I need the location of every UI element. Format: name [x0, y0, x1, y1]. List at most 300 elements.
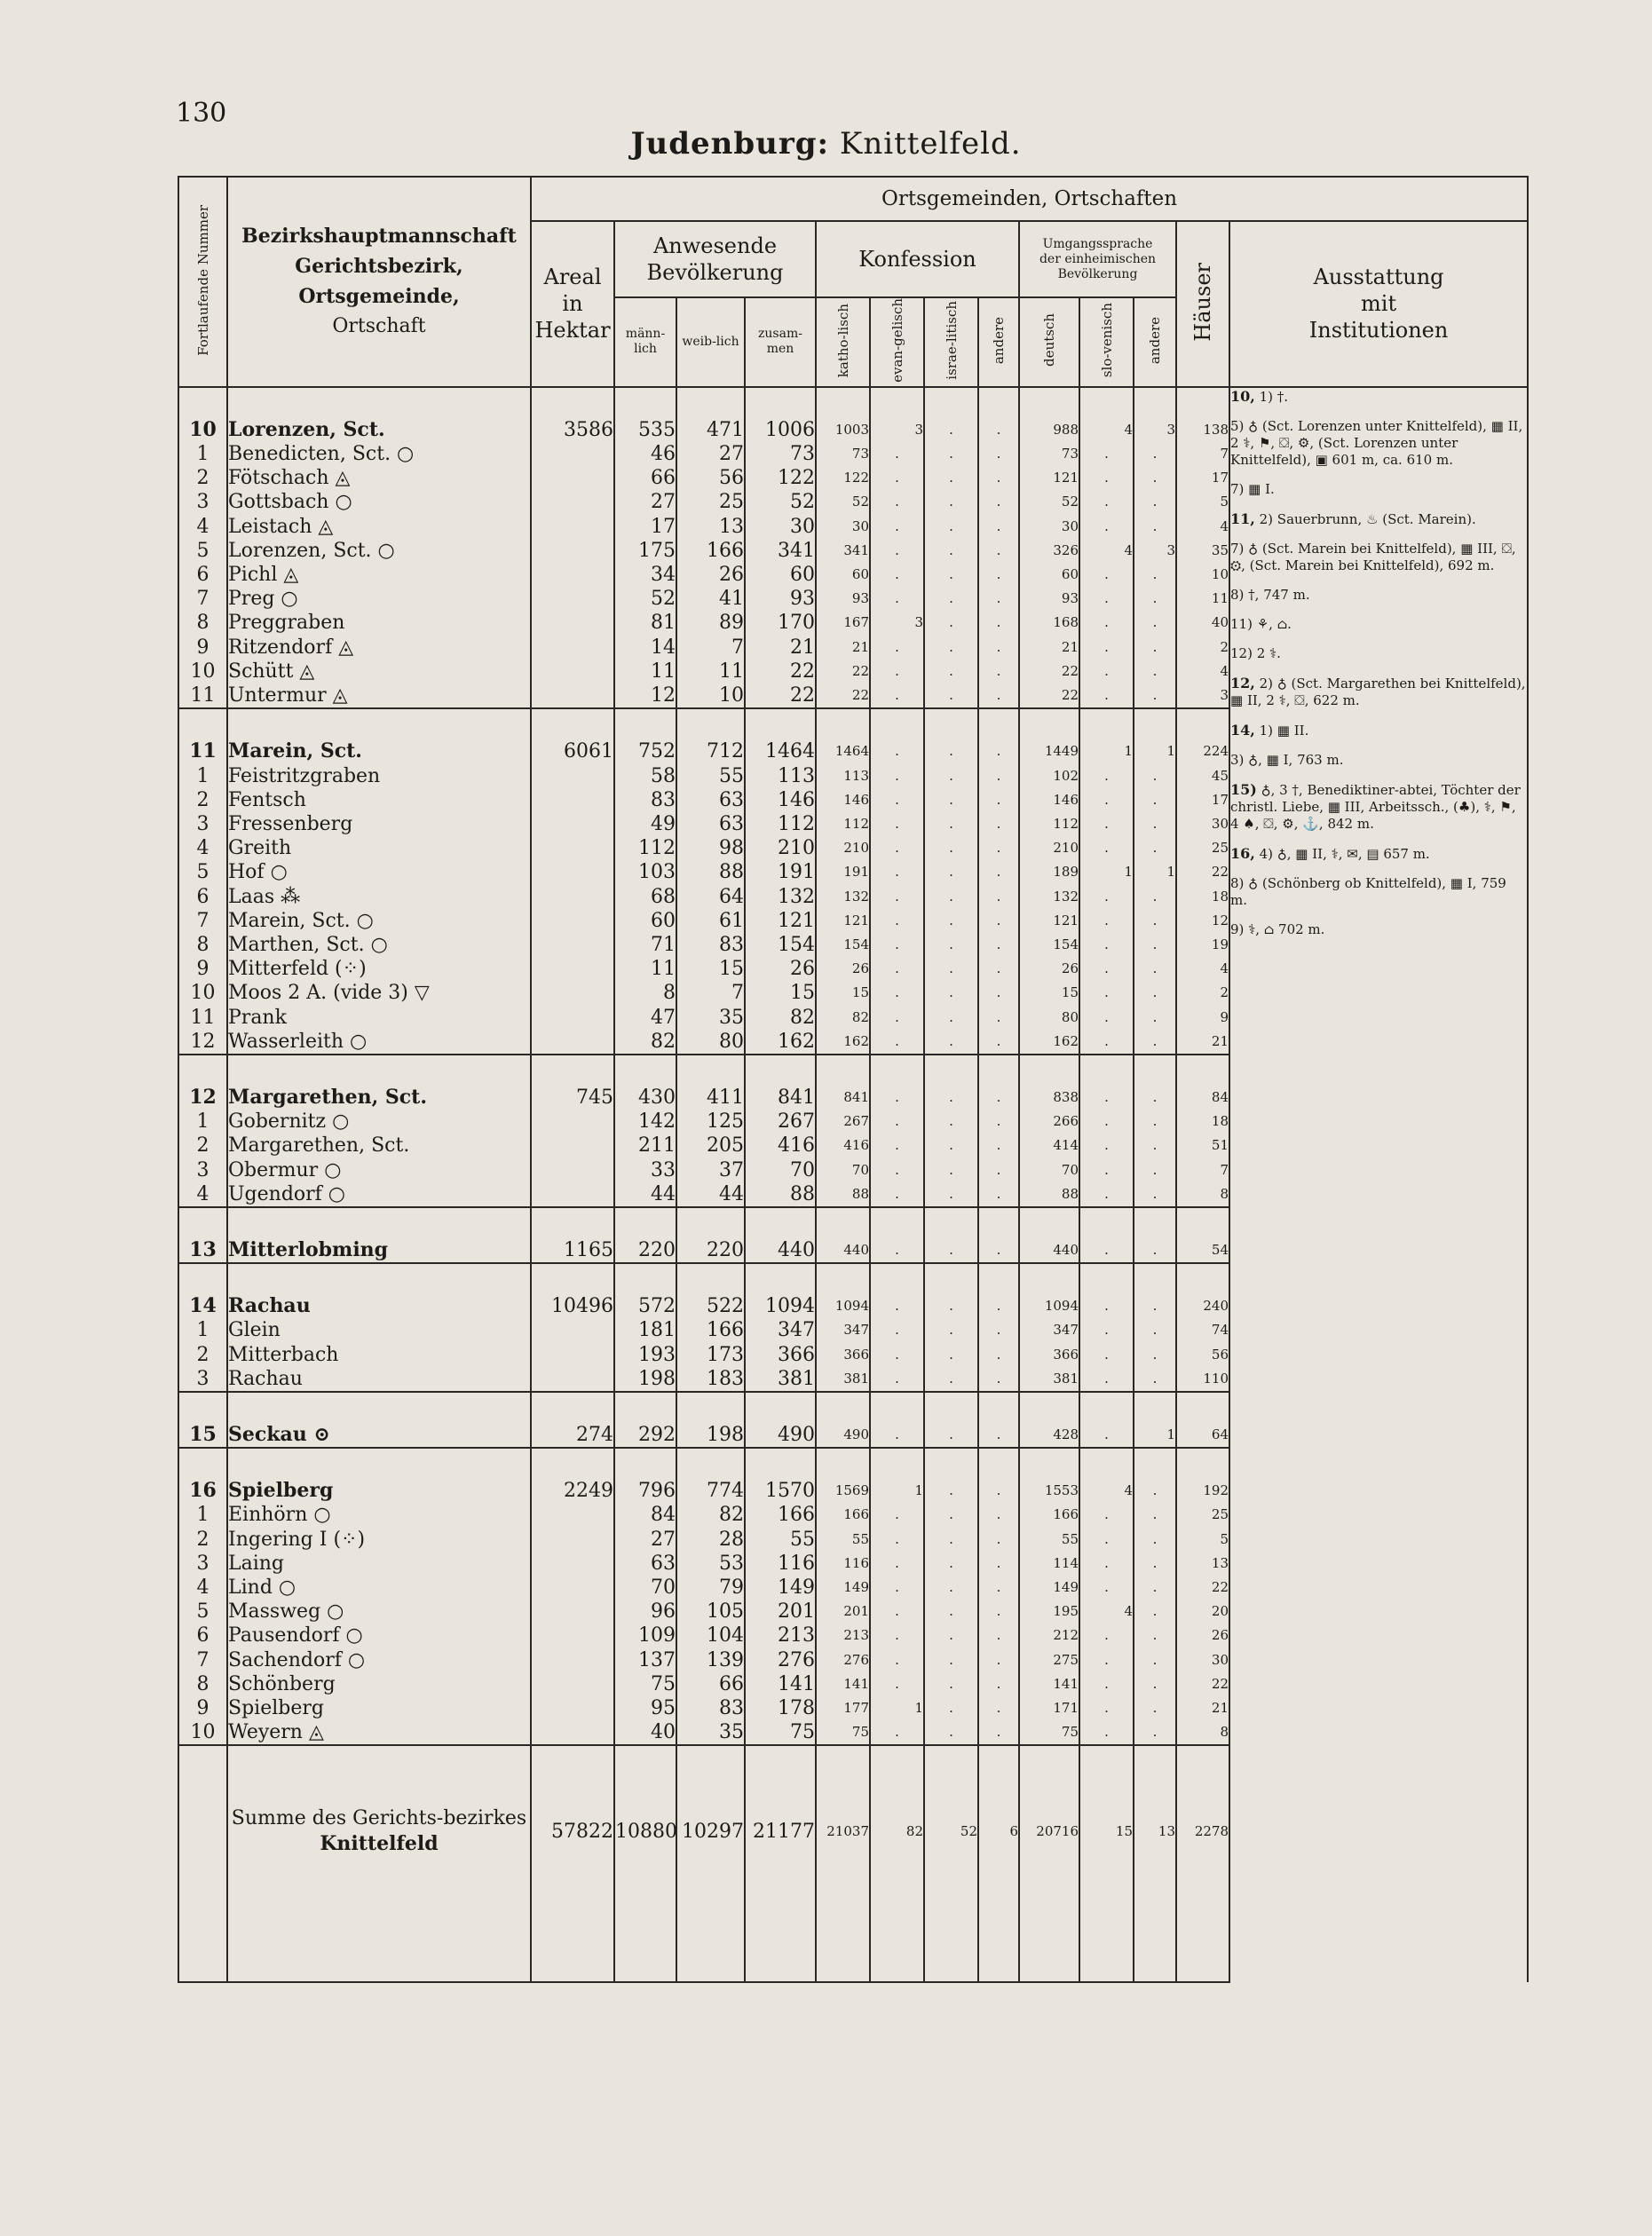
- konf-andere-cell: .: [978, 981, 1019, 1005]
- areal-cell: [531, 1624, 614, 1647]
- haeuser-cell: 13: [1176, 1552, 1229, 1576]
- evangelisch-cell: .: [870, 1624, 924, 1647]
- ort-name-cell: Spielberg: [227, 1479, 531, 1503]
- konf-andere-cell: .: [978, 636, 1019, 660]
- konf-andere-cell: .: [978, 1552, 1019, 1576]
- weiblich-cell: 105: [676, 1600, 745, 1624]
- konf-andere-cell: .: [978, 1600, 1019, 1624]
- katholisch-cell: 149: [816, 1576, 870, 1600]
- ort-name-cell: Massweg ○: [227, 1600, 531, 1624]
- maennlich-cell: 112: [614, 836, 676, 860]
- slovenisch-cell: 4: [1079, 418, 1134, 442]
- spr-andere-cell: .: [1134, 1238, 1176, 1263]
- areal-cell: [531, 1006, 614, 1030]
- evangelisch-cell: .: [870, 660, 924, 683]
- areal-cell: 274: [531, 1423, 614, 1448]
- spacer-cell: [531, 1055, 614, 1086]
- haeuser-cell: 22: [1176, 1672, 1229, 1696]
- zusammen-cell: 132: [745, 885, 816, 909]
- lfd-nr-cell: 10: [178, 981, 227, 1005]
- maennlich-cell: 17: [614, 515, 676, 539]
- ort-name-cell: Schütt ◬: [227, 660, 531, 683]
- israelitisch-cell: .: [924, 1318, 978, 1342]
- maennlich-cell: 796: [614, 1479, 676, 1503]
- institution-note: [1230, 616, 1527, 633]
- zusammen-cell: 22: [745, 683, 816, 708]
- zusammen-cell: 166: [745, 1503, 816, 1527]
- haeuser-cell: 240: [1176, 1294, 1229, 1318]
- spacer-cell: [227, 1776, 531, 1806]
- weiblich-cell: 7: [676, 636, 745, 660]
- ort-name-cell: Benedicten, Sct. ○: [227, 442, 531, 466]
- zusammen-cell: 116: [745, 1552, 816, 1576]
- israelitisch-cell: .: [924, 1030, 978, 1055]
- deutsch-cell: 414: [1019, 1134, 1079, 1158]
- weiblich-cell: 139: [676, 1648, 745, 1672]
- spacer-cell: [1019, 1207, 1079, 1238]
- spacer-cell: [531, 1857, 614, 1982]
- lfd-nr-cell: 9: [178, 636, 227, 660]
- areal-cell: [531, 764, 614, 788]
- zusammen-cell: 75: [745, 1720, 816, 1745]
- haeuser-cell: 5: [1176, 490, 1229, 514]
- katholisch-cell: 22: [816, 683, 870, 708]
- katholisch-cell: 55: [816, 1528, 870, 1552]
- slovenisch-cell: .: [1079, 885, 1134, 909]
- israelitisch-cell: .: [924, 739, 978, 763]
- institution-note-text: 11) ⚘, ⌂.: [1230, 615, 1292, 632]
- ort-name-cell: Glein: [227, 1318, 531, 1342]
- areal-cell: [531, 812, 614, 836]
- israelitisch-cell: .: [924, 764, 978, 788]
- areal-cell: [531, 1648, 614, 1672]
- lfd-nr-cell: 1: [178, 442, 227, 466]
- spacer-cell: [978, 1055, 1019, 1086]
- spr-andere-cell: .: [1134, 788, 1176, 812]
- summe-label: Summe des Gerichts-bezirkes: [231, 1807, 527, 1830]
- spr-andere-cell: .: [1134, 1600, 1176, 1624]
- maennlich-cell: 81: [614, 611, 676, 635]
- institution-note-text: 4) ♁, ▦ II, ⚕, ✉, ▤ 657 m.: [1259, 845, 1430, 862]
- institution-note: [1230, 481, 1527, 498]
- spacer-cell: [870, 708, 924, 739]
- spacer-cell: [816, 1392, 870, 1423]
- konf-andere-cell: .: [978, 860, 1019, 884]
- spr-andere-cell: .: [1134, 1158, 1176, 1182]
- institution-note-text: 2) ♁ (Sct. Margarethen bei Knittelfeld), ▦ II, 2 ⚕, ⛋, 622 m.: [1230, 675, 1526, 708]
- spacer-cell: [745, 1857, 816, 1982]
- spr-andere-sum-cell: 13: [1134, 1806, 1176, 1857]
- deutsch-cell: 80: [1019, 1006, 1079, 1030]
- table-body: [178, 387, 1528, 1983]
- zusammen-cell: 22: [745, 660, 816, 683]
- haeuser-cell: 2: [1176, 981, 1229, 1005]
- israelitisch-cell: .: [924, 611, 978, 635]
- lfd-nr-cell: 3: [178, 1367, 227, 1392]
- haeuser-cell: 26: [1176, 1624, 1229, 1647]
- spacer-cell: [816, 1207, 870, 1238]
- zusammen-cell: 276: [745, 1648, 816, 1672]
- maennlich-cell: 103: [614, 860, 676, 884]
- haeuser-cell: 64: [1176, 1423, 1229, 1448]
- spacer-cell: [1019, 1448, 1079, 1479]
- maennlich-cell: 198: [614, 1367, 676, 1392]
- areal-cell: [531, 611, 614, 635]
- spacer-cell: [227, 387, 531, 418]
- haeuser-cell: 30: [1176, 1648, 1229, 1672]
- konf-andere-cell: .: [978, 1503, 1019, 1527]
- header-slovenisch: slo-venisch: [1079, 297, 1134, 387]
- israelitisch-cell: .: [924, 836, 978, 860]
- haeuser-cell: 40: [1176, 611, 1229, 635]
- spacer-cell: [614, 1055, 676, 1086]
- ort-name-cell: Marein, Sct. ○: [227, 909, 531, 933]
- israelitisch-cell: .: [924, 1182, 978, 1207]
- spacer-cell: [676, 1448, 745, 1479]
- header-sprache: Umgangssprache der einheimischen Bevölkerung: [1019, 221, 1176, 297]
- ort-name-cell: Fentsch: [227, 788, 531, 812]
- katholisch-cell: 162: [816, 1030, 870, 1055]
- spacer-cell: [1176, 1745, 1229, 1776]
- zusammen-cell: 26: [745, 957, 816, 981]
- katholisch-cell: 1569: [816, 1479, 870, 1503]
- ort-name-cell: Ritzendorf ◬: [227, 636, 531, 660]
- konf-andere-cell: .: [978, 1367, 1019, 1392]
- lfd-nr-cell: 10: [178, 660, 227, 683]
- weiblich-cell: 471: [676, 418, 745, 442]
- zusammen-cell: 201: [745, 1600, 816, 1624]
- header-ortsgemeinden: Ortsgemeinden, Ortschaften: [531, 177, 1528, 221]
- katholisch-cell: 213: [816, 1624, 870, 1647]
- spacer-cell: [870, 1776, 924, 1806]
- spacer-cell: [178, 1448, 227, 1479]
- spr-andere-cell: .: [1134, 1552, 1176, 1576]
- ort-name-cell: Laing: [227, 1552, 531, 1576]
- konf-andere-cell: .: [978, 1720, 1019, 1745]
- konf-andere-cell: .: [978, 539, 1019, 563]
- katholisch-cell: 177: [816, 1696, 870, 1720]
- weiblich-cell: 79: [676, 1576, 745, 1600]
- areal-cell: [531, 1576, 614, 1600]
- institution-note-ref: 14,: [1230, 721, 1255, 739]
- maennlich-cell: 572: [614, 1294, 676, 1318]
- areal-cell: [531, 1672, 614, 1696]
- weiblich-cell: 220: [676, 1238, 745, 1263]
- institution-note-ref: 12,: [1230, 674, 1255, 691]
- konf-andere-cell: .: [978, 1423, 1019, 1448]
- header-areal: Areal in Hektar: [531, 221, 614, 387]
- haeuser-cell: 17: [1176, 466, 1229, 490]
- deutsch-cell: 141: [1019, 1672, 1079, 1696]
- spacer-cell: [924, 1857, 978, 1982]
- institution-note: [1230, 921, 1527, 938]
- haeuser-cell: 4: [1176, 515, 1229, 539]
- spacer-cell: [978, 708, 1019, 739]
- israelitisch-cell: .: [924, 1528, 978, 1552]
- katholisch-cell: 191: [816, 860, 870, 884]
- deutsch-cell: 30: [1019, 515, 1079, 539]
- header-bevoelkerung: Anwesende Bevölkerung: [614, 221, 816, 297]
- spacer-cell: [614, 1263, 676, 1294]
- maennlich-cell: 12: [614, 683, 676, 708]
- institution-note: [1230, 875, 1527, 909]
- zusammen-cell: 841: [745, 1086, 816, 1110]
- israelitisch-cell: .: [924, 860, 978, 884]
- katholisch-cell: 22: [816, 660, 870, 683]
- israelitisch-cell: .: [924, 1086, 978, 1110]
- institution-note-text: 1) ▦ II.: [1259, 722, 1309, 739]
- konf-andere-cell: .: [978, 836, 1019, 860]
- deutsch-cell: 132: [1019, 885, 1079, 909]
- header-israelitisch: israe-litisch: [924, 297, 978, 387]
- deutsch-cell: 1449: [1019, 739, 1079, 763]
- deutsch-cell: 75: [1019, 1720, 1079, 1745]
- ort-name-cell: Mitterfeld (⁘): [227, 957, 531, 981]
- spacer-cell: [227, 1392, 531, 1423]
- katholisch-cell: 132: [816, 885, 870, 909]
- ort-name-cell: Spielberg: [227, 1696, 531, 1720]
- areal-cell: [531, 587, 614, 611]
- weiblich-cell: 82: [676, 1503, 745, 1527]
- konf-andere-cell: .: [978, 933, 1019, 957]
- konf-andere-cell: .: [978, 1343, 1019, 1367]
- summe-label-bold: Knittelfeld: [320, 1832, 439, 1856]
- ort-name-cell: Schönberg: [227, 1672, 531, 1696]
- spacer-cell: [924, 1776, 978, 1806]
- katholisch-cell: 166: [816, 1503, 870, 1527]
- haeuser-cell: 25: [1176, 1503, 1229, 1527]
- haeuser-cell: 21: [1176, 1696, 1229, 1720]
- lfd-nr-cell: 13: [178, 1238, 227, 1263]
- slovenisch-cell: .: [1079, 1552, 1134, 1576]
- haeuser-cell: 4: [1176, 660, 1229, 683]
- deutsch-cell: 1094: [1019, 1294, 1079, 1318]
- ort-name-cell: Pausendorf ○: [227, 1624, 531, 1647]
- areal-cell: [531, 909, 614, 933]
- spacer-cell: [1176, 1392, 1229, 1423]
- institution-note: [1230, 541, 1527, 574]
- spr-andere-cell: .: [1134, 490, 1176, 514]
- spr-andere-cell: .: [1134, 563, 1176, 587]
- maennlich-cell: 535: [614, 418, 676, 442]
- weiblich-cell: 61: [676, 909, 745, 933]
- institution-note-ref: 16,: [1230, 844, 1255, 862]
- zusammen-cell: 55: [745, 1528, 816, 1552]
- lfd-nr-cell: 6: [178, 1624, 227, 1647]
- israelitisch-cell: .: [924, 539, 978, 563]
- israelitisch-cell: .: [924, 1238, 978, 1263]
- lfd-nr-cell: 2: [178, 1528, 227, 1552]
- ort-name-cell: Margarethen, Sct.: [227, 1134, 531, 1158]
- weiblich-cell: 166: [676, 1318, 745, 1342]
- ort-name-cell: Rachau: [227, 1294, 531, 1318]
- lfd-nr-cell: 3: [178, 812, 227, 836]
- spacer-cell: [676, 1776, 745, 1806]
- spr-andere-cell: .: [1134, 764, 1176, 788]
- lfd-nr-cell: 12: [178, 1030, 227, 1055]
- deutsch-cell: 195: [1019, 1600, 1079, 1624]
- areal-cell: [531, 636, 614, 660]
- header-zusammen: zusam-men: [745, 297, 816, 387]
- spacer-cell: [676, 1263, 745, 1294]
- deutsch-cell: 347: [1019, 1318, 1079, 1342]
- slovenisch-cell: 1: [1079, 739, 1134, 763]
- ort-name-cell: Untermur ◬: [227, 683, 531, 708]
- weiblich-cell: 37: [676, 1158, 745, 1182]
- zusammen-cell: 416: [745, 1134, 816, 1158]
- katholisch-cell: 141: [816, 1672, 870, 1696]
- zusammen-cell: 149: [745, 1576, 816, 1600]
- institution-note-ref: 15): [1230, 780, 1257, 798]
- israelitisch-cell: .: [924, 660, 978, 683]
- konf-andere-cell: .: [978, 1624, 1019, 1647]
- slovenisch-cell: .: [1079, 1294, 1134, 1318]
- maennlich-cell: 211: [614, 1134, 676, 1158]
- zusammen-cell: 70: [745, 1158, 816, 1182]
- deutsch-cell: 60: [1019, 563, 1079, 587]
- evangelisch-cell: .: [870, 836, 924, 860]
- spacer-cell: [924, 708, 978, 739]
- spacer-cell: [531, 1776, 614, 1806]
- spr-andere-cell: .: [1134, 1134, 1176, 1158]
- institution-note-text: 5) ♁ (Sct. Lorenzen unter Knittelfeld), ▦ II, 2 ⚕, ⚑, ⛋, ⚙, (Sct. Lorenzen unter Knittelfeld), ▣ 601 m, ca. 610 m.: [1230, 417, 1523, 468]
- maennlich-cell: 40: [614, 1720, 676, 1745]
- ort-name-cell: Gobernitz ○: [227, 1110, 531, 1134]
- konf-andere-cell: .: [978, 490, 1019, 514]
- spacer-cell: [816, 708, 870, 739]
- slovenisch-cell: .: [1079, 764, 1134, 788]
- evangelisch-cell: .: [870, 1318, 924, 1342]
- institution-note-text: 2) Sauerbrunn, ♨ (Sct. Marein).: [1259, 510, 1476, 527]
- maennlich-cell: 34: [614, 563, 676, 587]
- weiblich-cell: 7: [676, 981, 745, 1005]
- spacer-cell: [1019, 1745, 1079, 1776]
- spacer-cell: [227, 1055, 531, 1086]
- areal-sum-cell: 57822: [531, 1806, 614, 1857]
- slovenisch-cell: .: [1079, 836, 1134, 860]
- header-katholisch: katho-lisch: [816, 297, 870, 387]
- haeuser-cell: 18: [1176, 885, 1229, 909]
- spr-andere-cell: 3: [1134, 539, 1176, 563]
- lfd-nr-cell: 1: [178, 1503, 227, 1527]
- spr-andere-cell: .: [1134, 1624, 1176, 1647]
- spacer-cell: [745, 1207, 816, 1238]
- zusammen-cell: 121: [745, 909, 816, 933]
- weiblich-cell: 205: [676, 1134, 745, 1158]
- slovenisch-cell: .: [1079, 563, 1134, 587]
- haeuser-cell: 138: [1176, 418, 1229, 442]
- evangelisch-cell: .: [870, 739, 924, 763]
- deutsch-cell: 381: [1019, 1367, 1079, 1392]
- deutsch-cell: 121: [1019, 466, 1079, 490]
- evangelisch-cell: .: [870, 587, 924, 611]
- weiblich-cell: 125: [676, 1110, 745, 1134]
- spacer-cell: [870, 1263, 924, 1294]
- institution-note-text: 1) †.: [1259, 388, 1289, 405]
- haeuser-cell: 8: [1176, 1720, 1229, 1745]
- katholisch-cell: 167: [816, 611, 870, 635]
- spacer-cell: [1079, 1857, 1134, 1982]
- lfd-nr-cell: 3: [178, 1158, 227, 1182]
- spr-andere-cell: .: [1134, 1030, 1176, 1055]
- deutsch-cell: 189: [1019, 860, 1079, 884]
- spacer-cell: [870, 1055, 924, 1086]
- ort-name-cell: Greith: [227, 836, 531, 860]
- slovenisch-cell: .: [1079, 1367, 1134, 1392]
- areal-cell: [531, 539, 614, 563]
- deutsch-cell: 93: [1019, 587, 1079, 611]
- maennlich-cell: 82: [614, 1030, 676, 1055]
- spacer-cell: [178, 708, 227, 739]
- ort-name-cell: Einhörn ○: [227, 1503, 531, 1527]
- zusammen-cell: 1570: [745, 1479, 816, 1503]
- header-spr-andere: andere: [1134, 297, 1176, 387]
- spr-andere-cell: .: [1134, 909, 1176, 933]
- zusammen-cell: 1006: [745, 418, 816, 442]
- zusammen-cell: 366: [745, 1343, 816, 1367]
- institution-note-text: ♁, 3 †, Benediktiner-abtei, Töchter der christl. Liebe, ▦ III, Arbeitssch., (♣), ⚕, ⚑, 4 ♠, ⛋, ⚙, ⚓, 842 m.: [1230, 781, 1521, 832]
- deutsch-cell: 988: [1019, 418, 1079, 442]
- deutsch-cell: 112: [1019, 812, 1079, 836]
- israelitisch-cell: .: [924, 1624, 978, 1647]
- spr-andere-cell: 1: [1134, 739, 1176, 763]
- zusammen-cell: 15: [745, 981, 816, 1005]
- spr-andere-cell: .: [1134, 1648, 1176, 1672]
- slovenisch-cell: 4: [1079, 539, 1134, 563]
- deutsch-cell: 22: [1019, 683, 1079, 708]
- spacer-cell: [1079, 1448, 1134, 1479]
- deutsch-cell: 162: [1019, 1030, 1079, 1055]
- maennlich-cell: 44: [614, 1182, 676, 1207]
- weiblich-cell: 41: [676, 587, 745, 611]
- lfd-nr-cell: 2: [178, 1134, 227, 1158]
- maennlich-sum-cell: 10880: [614, 1806, 676, 1857]
- maennlich-cell: 63: [614, 1552, 676, 1576]
- institution-note: [1230, 845, 1527, 863]
- spacer-cell: [227, 1745, 531, 1776]
- maennlich-cell: 11: [614, 660, 676, 683]
- konf-andere-cell: .: [978, 563, 1019, 587]
- lfd-nr-cell: 5: [178, 1600, 227, 1624]
- konf-andere-cell: .: [978, 788, 1019, 812]
- spacer-cell: [178, 1392, 227, 1423]
- ort-name-cell: Obermur ○: [227, 1158, 531, 1182]
- zusammen-cell: 1464: [745, 739, 816, 763]
- lfd-nr-cell: 1: [178, 764, 227, 788]
- deutsch-cell: 366: [1019, 1343, 1079, 1367]
- katholisch-cell: 93: [816, 587, 870, 611]
- israelitisch-cell: .: [924, 1343, 978, 1367]
- israelitisch-cell: .: [924, 933, 978, 957]
- slovenisch-cell: .: [1079, 490, 1134, 514]
- israelitisch-cell: .: [924, 1503, 978, 1527]
- deutsch-cell: 154: [1019, 933, 1079, 957]
- katholisch-cell: 52: [816, 490, 870, 514]
- spr-andere-cell: .: [1134, 1182, 1176, 1207]
- lfd-nr-cell: 1: [178, 1110, 227, 1134]
- zusammen-cell: 21: [745, 636, 816, 660]
- konf-andere-cell: .: [978, 1576, 1019, 1600]
- spacer-cell: [870, 1207, 924, 1238]
- maennlich-cell: 71: [614, 933, 676, 957]
- spacer-cell: [870, 387, 924, 418]
- israelitisch-cell: .: [924, 1006, 978, 1030]
- katholisch-cell: 1003: [816, 418, 870, 442]
- spacer-cell: [816, 1055, 870, 1086]
- maennlich-cell: 109: [614, 1624, 676, 1647]
- konf-andere-cell: .: [978, 466, 1019, 490]
- israelitisch-cell: .: [924, 636, 978, 660]
